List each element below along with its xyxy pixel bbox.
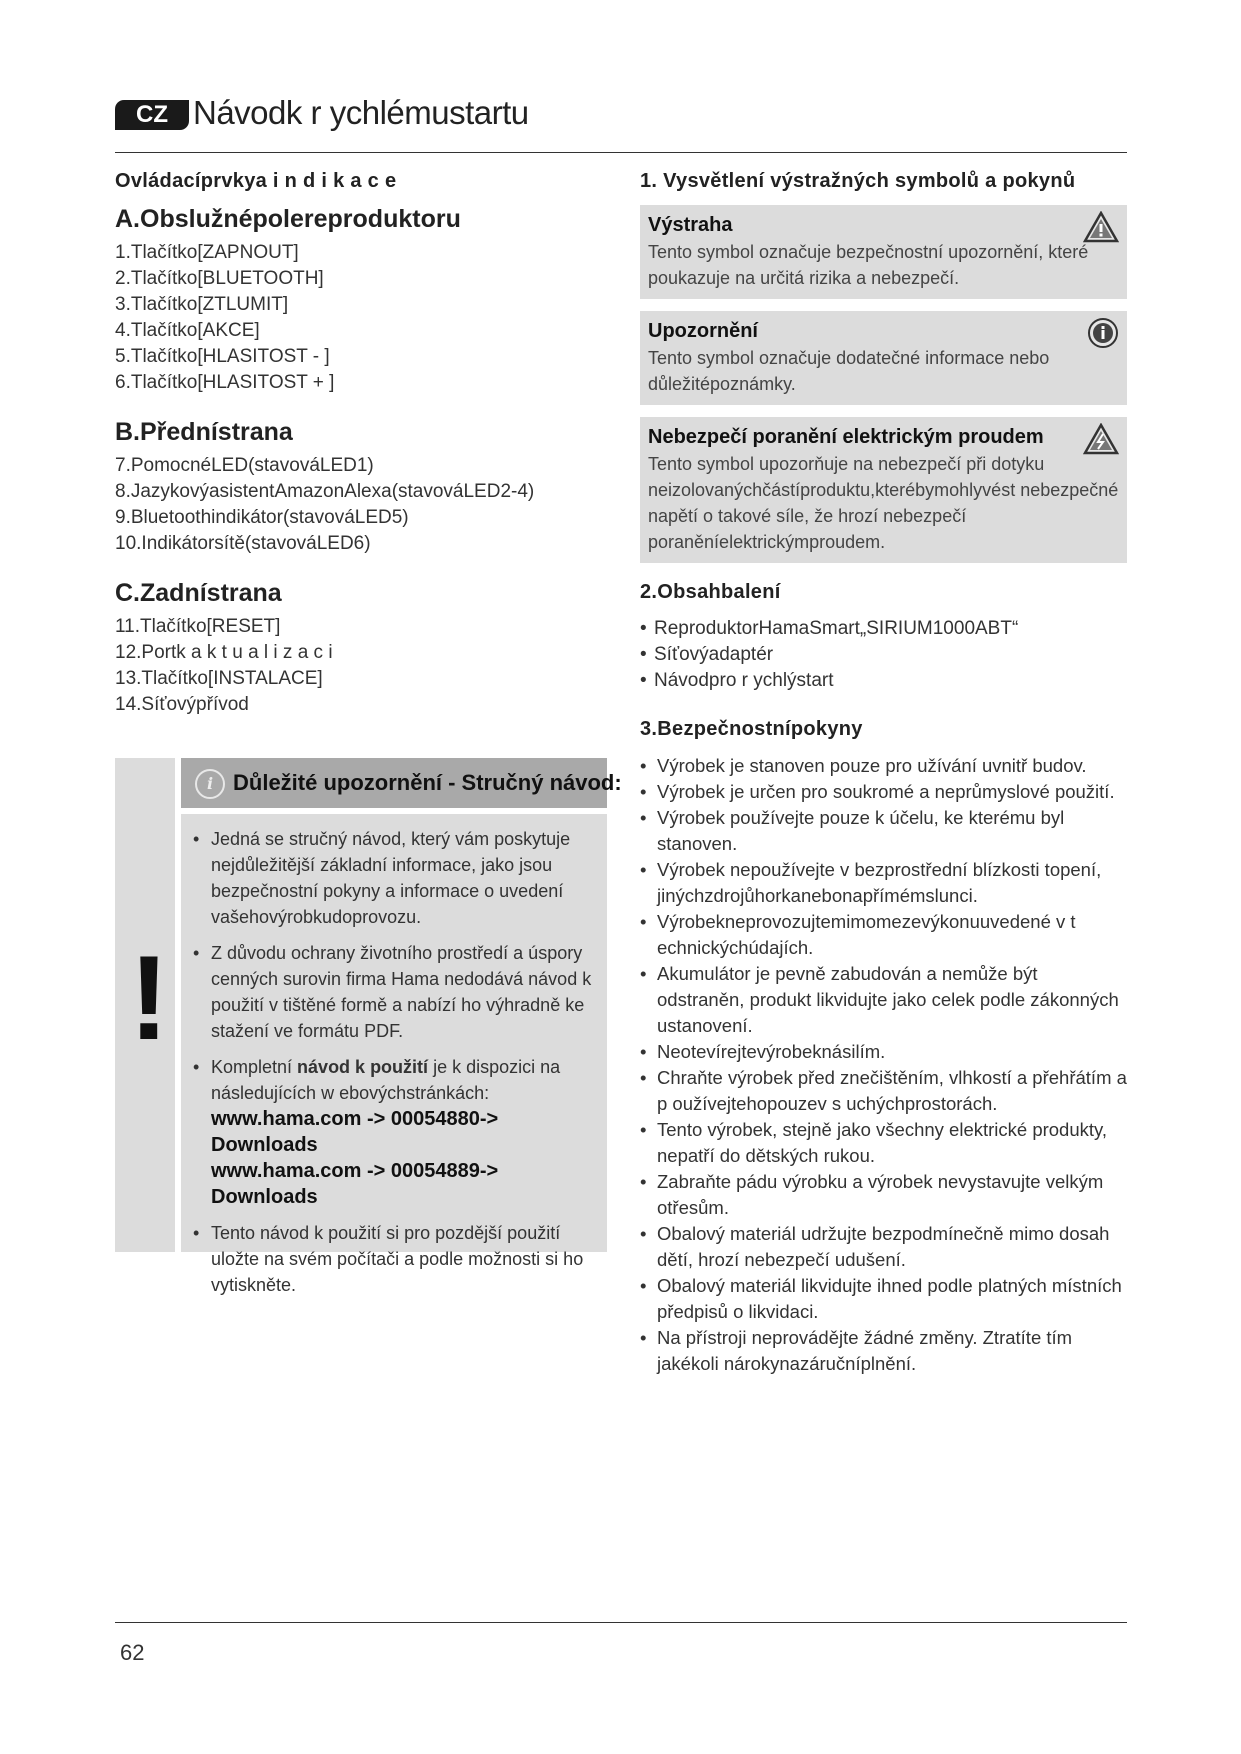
list-item: 4.Tlačítko[AKCE] — [115, 320, 260, 341]
page-title: Návodk r ychlémustartu — [193, 94, 529, 131]
list-item: • Obalový materiál udržujte bezpodmínečně mimo dosah dětí, hrozí nebezpečí udušení. — [640, 1221, 1127, 1273]
list-item: • Jedná se stručný návod, který vám poskytuje nejdůležitější základní informace, jako jsou bezpečnostní pokyny a informace o uvedení vašehovýrobkudoprovozu. — [191, 826, 597, 930]
list-item: 10.Indikátorsítě(stavováLED6) — [115, 533, 371, 554]
header-rule — [115, 152, 1127, 153]
list-item: • Chraňte výrobek před znečištěním, vlhkostí a přehřátím a p oužívejtehopouzev s uchýchprostorách. — [640, 1065, 1127, 1117]
notice-body — [181, 814, 607, 1295]
notice-text: Tento symbol upozorňuje na nebezpečí při dotyku neizolovanýchčástíproduktu,kterébymohlyvést nebezpečné napětí o takové síle, že hrozí nebezpečí poraněníelektrickýmproudem. — [648, 454, 1119, 552]
list-item — [191, 1054, 597, 1210]
group-c-title: C.Zadnístrana — [115, 579, 282, 607]
list-item: • Neotevírejtevýrobeknásilím. — [640, 1039, 1127, 1065]
notice-header — [181, 758, 622, 808]
group-a-list — [115, 240, 610, 396]
list-item: • Obalový materiál likvidujte ihned podle platných místních předpisů o likvidaci. — [640, 1273, 1127, 1325]
notice-list — [181, 814, 607, 1298]
list-item: 11.Tlačítko[RESET] — [115, 616, 281, 637]
list-item: 3.Tlačítko[ZTLUMIT] — [115, 294, 289, 315]
notice-title: Důležité upozornění - Stručný návod: — [233, 770, 622, 795]
list-item: • Na přístroji neprovádějte žádné změny. Ztratíte tím jakékoli nárokynazáručníplnění. — [640, 1325, 1127, 1377]
electric-hazard-icon — [1083, 423, 1119, 455]
list-item: • Výrobek nepoužívejte v bezprostřední blízkosti topení, jinýchzdrojůhorkanebonapřímémslunci. — [640, 857, 1127, 909]
notice-text: Tento symbol označuje dodatečné informace nebo důležitépoznámky. — [648, 348, 1050, 394]
electric-hazard-notice — [640, 417, 1127, 563]
download-link-2[interactable]: www.hama.com -> 00054889-> Downloads — [211, 1160, 499, 1208]
safety-heading: 3.Bezpečnostnípokyny — [640, 718, 863, 740]
info-notice — [640, 311, 1127, 405]
group-b-title: B.Přednístrana — [115, 418, 293, 446]
warning-notice — [640, 205, 1127, 299]
package-heading: 2.Obsahbalení — [640, 581, 781, 603]
exclamation-icon: ! — [129, 931, 169, 1065]
footer-rule — [115, 1622, 1127, 1623]
notice-title: Upozornění — [648, 320, 758, 342]
list-item: • Akumulátor je pevně zabudován a nemůže být odstraněn, produkt likvidujte jako celek podle zákonných ustanovení. — [640, 961, 1127, 1039]
group-c-list — [115, 614, 610, 718]
list-item: • ReproduktorHamaSmart„SIRIUM1000ABT“ — [640, 616, 1127, 642]
download-link-1[interactable]: www.hama.com -> 00054880-> Downloads — [211, 1108, 499, 1156]
symbols-heading: 1. Vysvětlení výstražných symbolů a pokynů — [640, 170, 1076, 192]
list-item: 5.Tlačítko[HLASITOST - ] — [115, 346, 330, 367]
list-item: • Návodpro r ychlýstart — [640, 668, 1127, 694]
download-text-bold: návod k použití — [297, 1057, 429, 1077]
right-column — [640, 170, 1127, 1395]
group-a-title: A.Obslužnépolereproduktoru — [115, 205, 461, 233]
list-item: 9.Bluetoothindikátor(stavováLED5) — [115, 507, 409, 528]
list-item: 6.Tlačítko[HLASITOST + ] — [115, 372, 335, 393]
list-item: • Výrobek je určen pro soukromé a neprůmyslové použití. — [640, 779, 1127, 805]
download-text-pre: Kompletní — [211, 1057, 298, 1077]
list-item: • Výrobek je stanoven pouze pro užívání uvnitř budov. — [640, 753, 1127, 779]
group-b-list — [115, 453, 610, 557]
info-icon: i — [195, 769, 225, 799]
package-list — [640, 616, 1127, 694]
list-item: 7.PomocnéLED(stavováLED1) — [115, 455, 374, 476]
list-item: • Výrobek používejte pouze k účelu, ke kterému byl stanoven. — [640, 805, 1127, 857]
warning-icon — [1083, 211, 1119, 243]
list-item: • Síťovýadaptér — [640, 642, 1127, 668]
list-item: 8.JazykovýasistentAmazonAlexa(stavováLED2-4) — [115, 481, 535, 502]
info-icon — [1087, 317, 1119, 349]
list-item: 1.Tlačítko[ZAPNOUT] — [115, 242, 299, 263]
page-number: 62 — [120, 1640, 145, 1665]
list-item: • Tento výrobek, stejně jako všechny elektrické produkty, nepatří do dětských rukou. — [640, 1117, 1127, 1169]
list-item: 14.Síťovýpřívod — [115, 694, 249, 715]
notice-stripe — [115, 758, 175, 1252]
notice-text: Tento symbol označuje bezpečnostní upozornění, které poukazuje na určitá rizika a nebezpečí. — [648, 242, 1089, 288]
list-item: 13.Tlačítko[INSTALACE] — [115, 668, 323, 689]
list-item: • Z důvodu ochrany životního prostředí a úspory cenných surovin firma Hama nedodává návod k použití v tištěné formě a nabízí ho výhradně ke stažení ve formátu PDF. — [191, 940, 597, 1044]
download-text-post: je k dispozici na následujících w ebovýchstránkách: — [211, 1057, 561, 1103]
list-item: 12.Portk a k t u a l i z a c i — [115, 642, 333, 663]
controls-section — [115, 170, 610, 740]
list-item: • Tento návod k použití si pro pozdější použití uložte na svém počítači a podle možnosti si ho vytiskněte. — [191, 1220, 597, 1298]
list-item: • Zabraňte pádu výrobku a výrobek nevystavujte velkým otřesům. — [640, 1169, 1127, 1221]
language-badge: CZ — [115, 100, 189, 130]
important-notice-box — [115, 758, 622, 1295]
notice-title: Nebezpečí poranění elektrickým proudem — [648, 426, 1044, 448]
controls-heading: Ovládacíprvkya i n d i k a c e — [115, 170, 397, 192]
list-item: • Výrobekneprovozujtemimomezevýkonuuvedené v t echnickýchúdajích. — [640, 909, 1127, 961]
list-item: 2.Tlačítko[BLUETOOTH] — [115, 268, 324, 289]
safety-list — [640, 753, 1127, 1377]
notice-title: Výstraha — [648, 214, 733, 236]
